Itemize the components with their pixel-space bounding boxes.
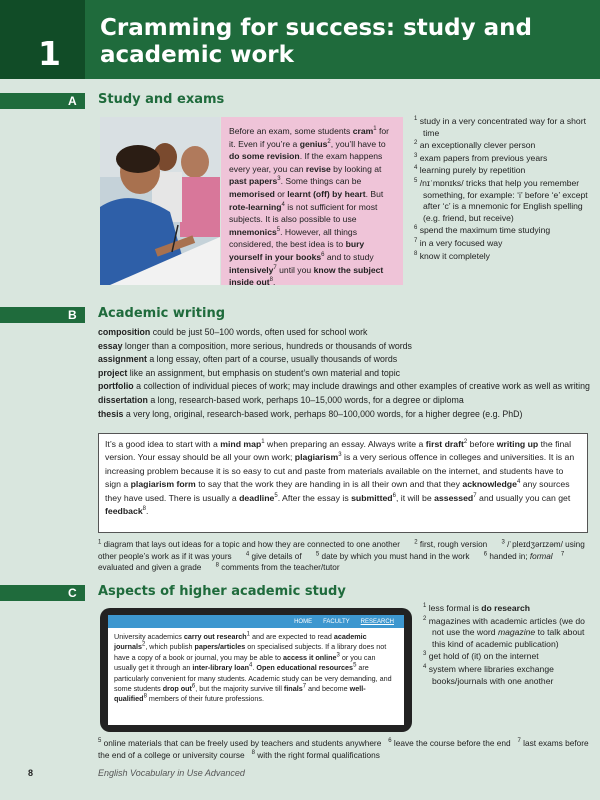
footnote-item: $^6$ leave the course before the end bbox=[388, 738, 511, 748]
note-item: $^3$ exam papers from previous years bbox=[414, 152, 548, 163]
section-c-footnotes bbox=[98, 738, 593, 761]
chapter-header bbox=[0, 0, 600, 79]
nav-faculty-link[interactable]: FACULTY bbox=[323, 618, 350, 625]
definition-item: assignment a long essay, often part of a course, usually thousands of words bbox=[98, 354, 398, 365]
definition-item: composition could be just 50–100 words, often used for school work bbox=[98, 327, 368, 337]
footnote-item: $^8$ with the right formal qualifications bbox=[251, 749, 380, 760]
footnote-item: $^4$ give details of bbox=[245, 550, 302, 561]
note-item: $^2$ an exceptionally clever person bbox=[414, 140, 536, 151]
section-b-footnotes bbox=[98, 539, 593, 574]
note-item: $^3$ get hold of (it) on the internet bbox=[423, 651, 539, 662]
definition-item: portfolio a collection of individual pieces of work; may include drawings and other examples of creative work as well as writing bbox=[98, 381, 590, 392]
section-letter: A bbox=[68, 94, 77, 108]
exam-text-box: Before an exam, some students cram$^1$ for it. Even if you’re a genius$^2$, you’ll have to do some revision. If the exam happens every year, you can revise by looking at past papers$^3$. Some things can be memorised or learnt (off) by heart. But rote-learning$^4$ is not sufficient for most subjects. It is also possible to use mnemonics$^5$. However, all things considered, the best idea is to bury yourself in your books$^6$ and to study intensively$^7$ until you know the subject inside out$^8$. bbox=[221, 117, 403, 285]
section-a-notes bbox=[414, 116, 594, 263]
footnote-item: $^8$ comments from the teacher/tutor bbox=[215, 562, 340, 572]
section-c-notes bbox=[423, 603, 593, 688]
website-frame bbox=[100, 608, 412, 732]
footnote-item: $^7$ last exams before the end of a college or university course bbox=[98, 738, 589, 760]
note-item: $^1$ less formal is do research bbox=[423, 603, 530, 613]
footnote-item: $^5$ date by which you must hand in the work bbox=[315, 550, 470, 561]
note-item: $^5$ /nɪˈmɒnɪks/ tricks that help you remember something, for example: ‘i’ before ‘e’ except after ‘c’ is a mnemonic for English spelling (e.g. friend, but receive) bbox=[414, 177, 588, 223]
definition-item: project like an assignment, but emphasis on student’s own material and topic bbox=[98, 367, 401, 378]
writing-definitions bbox=[98, 326, 593, 421]
section-title: Study and exams bbox=[98, 92, 225, 107]
note-item: $^8$ know it completely bbox=[414, 250, 490, 261]
essay-text-box: It’s a good idea to start with a mind map$^1$ when preparing an essay. Always write a first draft$^2$ before writing up the final version. Your essay should be all your own work; plagiarism$^3$ is a very serious offence in colleges and universities. It is an increasing problem because it is so easy to cut and paste from materials available on the internet, and students have to sign a plagiarism form to say that the work they are handing in is all their own and that they acknowledge$^4$ any sources they have used. There is usually a deadline$^5$. After the essay is submitted$^6$, it will be assessed$^7$ and usually you can get feedback$^8$. bbox=[98, 433, 588, 533]
footnote-item: $^5$ online materials that can be freely used by teachers and students anywhere bbox=[98, 738, 382, 748]
section-title: Academic writing bbox=[98, 306, 226, 321]
chapter-title: Cramming for success: study and academic work bbox=[100, 15, 532, 68]
note-item: $^1$ study in a very concentrated way for a short time bbox=[414, 116, 586, 138]
exam-photo-illustration bbox=[100, 117, 220, 285]
nav-home-link[interactable]: HOME bbox=[294, 618, 313, 625]
website-content: University academics carry out research$^1$ and are expected to read academic journals$^2$, which publish papers/articles on specialised subjects. If a library does not have a copy of a book or journal, you may be able to access it online$^3$ or you can usually get it through an inter-library loan$^4$. Open educational resources$^5$ are particularly convenient for many students. Academic study can be very demanding, and some students drop out$^6$, but the majority survive till finals$^7$ and become well-qualified$^8$ members of their future professions. bbox=[108, 628, 404, 725]
footnote-item: $^7$ evaluated and given a grade bbox=[98, 550, 565, 572]
footnote-item: $^2$ first, rough version bbox=[414, 539, 488, 549]
note-item: $^6$ spend the maximum time studying bbox=[414, 225, 551, 236]
definition-item: dissertation a long, research-based work, perhaps 10–15,000 words, for a degree or diploma bbox=[98, 394, 464, 405]
students-exam-photo bbox=[100, 117, 220, 285]
section-b-bar bbox=[0, 307, 85, 323]
nav-research-link[interactable]: RESEARCH bbox=[360, 618, 394, 625]
section-letter: C bbox=[68, 586, 77, 600]
footnote-item: $^6$ handed in; formal bbox=[483, 550, 553, 561]
section-c-bar bbox=[0, 585, 85, 601]
section-letter: B bbox=[68, 308, 77, 322]
definition-item: essay longer than a composition, more serious, hundreds or thousands of words bbox=[98, 340, 412, 351]
note-item: $^4$ learning purely by repetition bbox=[414, 165, 526, 176]
chapter-number-box bbox=[0, 0, 85, 79]
footnote-item: $^3$ /ˈpleɪdʒərɪzəm/ using other people’s work as if it was yours bbox=[98, 539, 585, 561]
section-a-bar bbox=[0, 93, 85, 109]
page-number: 8 bbox=[28, 768, 34, 778]
footnote-item: $^1$ diagram that lays out ideas for a topic and how they are connected to one another bbox=[98, 539, 400, 549]
note-item: $^4$ system where libraries exchange books/journals with one another bbox=[423, 663, 554, 686]
note-item: $^7$ in a very focused way bbox=[414, 237, 503, 248]
section-title: Aspects of higher academic study bbox=[98, 584, 346, 599]
chapter-number: 1 bbox=[38, 34, 61, 73]
definition-item: thesis a very long, original, research-based work, perhaps 80–100,000 words, for a higher degree (e.g. PhD) bbox=[98, 408, 523, 419]
note-item: $^2$ magazines with academic articles (we do not use the word magazine to talk about this kind of academic publication) bbox=[423, 615, 585, 649]
book-title: English Vocabulary in Use Advanced bbox=[98, 768, 245, 778]
website-nav bbox=[108, 615, 404, 628]
